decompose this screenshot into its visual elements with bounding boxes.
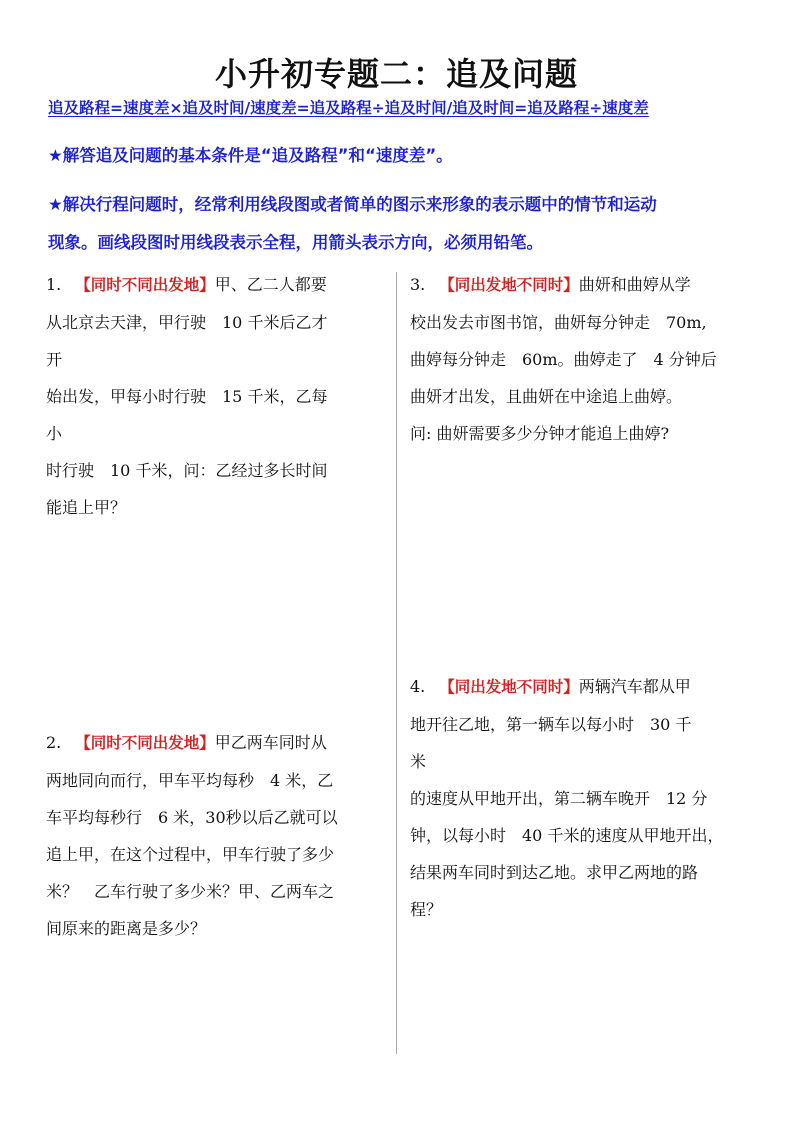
problem-line: 间原来的距离是多少？ [46, 919, 207, 938]
problem-line: 曲妍才出发，且曲妍在中途追上曲婷。 [410, 387, 683, 406]
problem-line: 米？ 乙车行驶了多少米？甲、乙两车之 [46, 882, 335, 901]
problem-1 [46, 266, 386, 526]
problem-line: 从北京去天津，甲行驶 10 千米后乙才 [46, 313, 328, 332]
problem-text: 甲、乙二人都要 [214, 275, 327, 294]
problem-line: 结果两车同时到达乙地。求甲乙两地的路 [410, 863, 699, 882]
problem-line: 开 [46, 350, 63, 369]
problem-first-line [46, 266, 386, 304]
problem-line: 车平均每秒行 6 米，30秒以后乙就可以 [46, 808, 338, 827]
problem-tag: 【同出发地不同时】 [439, 276, 579, 294]
problem-number: 3. [410, 275, 426, 294]
problem-line: 两地同向而行，甲车平均每秒 4 米，乙 [46, 771, 334, 790]
problem-tag: 【同时不同出发地】 [75, 276, 215, 294]
problem-2 [46, 724, 386, 947]
problem-line: 小 [46, 424, 63, 443]
star-icon: ★ [48, 146, 63, 165]
problem-line: 的速度从甲地开出，第二辆车晚开 12 分 [410, 789, 708, 808]
problem-text: 曲妍和曲婷从学 [578, 275, 691, 294]
problem-number: 4. [410, 677, 426, 696]
problem-first-line [410, 266, 762, 304]
problem-4 [410, 668, 766, 928]
problem-first-line [46, 724, 386, 762]
problem-line: 米 [410, 752, 427, 771]
problem-text: 甲乙两车同时从 [214, 733, 327, 752]
problem-line: 能追上甲？ [46, 498, 127, 517]
problem-number: 1. [46, 275, 62, 294]
tip-text: 解答追及问题的基本条件是“追及路程”和“速度差”。 [62, 146, 453, 165]
problem-line: 地开往乙地，第一辆车以每小时 30 千 [410, 715, 692, 734]
problem-line: 时行驶 10 千米，问：乙经过多长时间 [46, 461, 328, 480]
problem-tag: 【同出发地不同时】 [439, 678, 579, 696]
problem-text: 两辆汽车都从甲 [578, 677, 691, 696]
formula-line: 追及路程=速度差×追及时间/速度差=追及路程÷追及时间/追及时间=追及路程÷速度差 [48, 99, 649, 117]
problem-line: 问: 曲妍需要多少分钟才能追上曲婷? [410, 424, 670, 443]
problem-number: 2. [46, 733, 62, 752]
problem-line: 程？ [410, 900, 443, 919]
page-title: 小升初专题二：追及问题 [214, 55, 578, 93]
tip-line-diagram [48, 186, 748, 262]
tip-basic-conditions [48, 143, 748, 169]
star-icon: ★ [48, 195, 63, 214]
problem-line: 始出发，甲每小时行驶 15 千米，乙每 [46, 387, 328, 406]
tip-text: 解决行程问题时，经常利用线段图或者简单的图示来形象的表示题中的情节和运动 [62, 195, 657, 214]
problem-3 [410, 266, 762, 452]
problem-line: 钟，以每小时 40 千米的速度从甲地开出， [410, 826, 724, 845]
problem-line: 曲婷每分钟走 60m。曲婷走了 4 分钟后 [410, 350, 717, 369]
problem-first-line [410, 668, 766, 706]
column-divider [396, 272, 397, 1054]
problem-line: 校出发去市图书馆，曲妍每分钟走 70m, [410, 313, 707, 332]
problem-line: 追上甲，在这个过程中，甲车行驶了多少 [46, 845, 335, 864]
tip-text: 现象。画线段图时用线段表示全程，用箭头表示方向，必须用铅笔。 [48, 233, 543, 252]
problem-tag: 【同时不同出发地】 [75, 734, 215, 752]
